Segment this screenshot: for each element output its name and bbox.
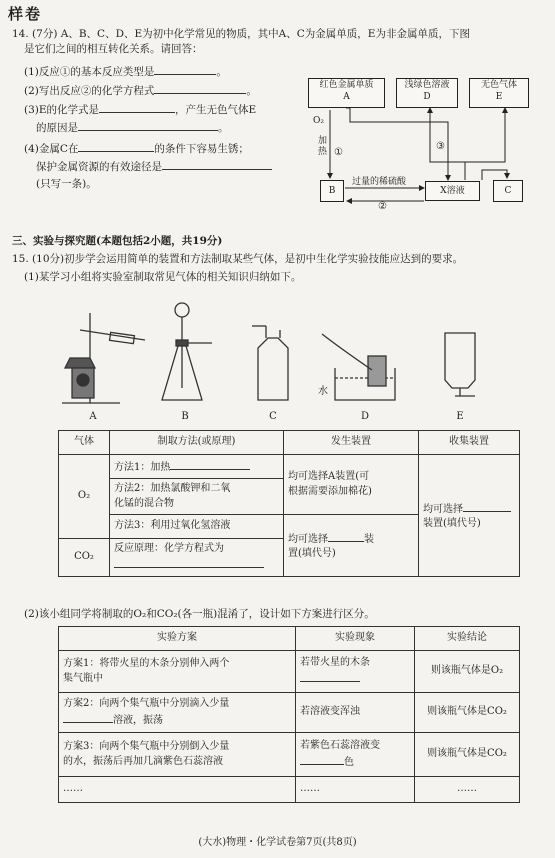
plan1-line2: 集气瓶中 bbox=[63, 672, 103, 684]
label-reaction2: ② bbox=[378, 201, 387, 212]
box-d-label: 浅绿色溶液 bbox=[404, 80, 450, 90]
table2-header-row bbox=[59, 627, 520, 651]
label-acid: 过量的稀硫酸 bbox=[352, 177, 407, 187]
q15-stem: 15. (10分)初步学会运用简单的装置和方法制取某些气体，是初中生化学实验技能应达到的要求。 bbox=[12, 253, 464, 265]
section-3-title: 三、实验与探究题(本题包括2小题，共19分) bbox=[12, 235, 223, 247]
q14-sub2-period: 。 bbox=[246, 85, 257, 97]
obs1-text: 若带火星的木条 bbox=[300, 656, 370, 668]
method1-text: 方法1：加热 bbox=[114, 461, 171, 473]
box-c: C bbox=[493, 180, 523, 202]
table1-header-method: 制取方法(或原理) bbox=[110, 431, 284, 455]
cell-method3: 方法3：利用过氧化氢溶液 bbox=[110, 515, 284, 539]
table1-header-generator: 发生装置 bbox=[284, 431, 419, 455]
obs1-blank[interactable] bbox=[300, 670, 360, 682]
plan3-line1: 方案3：向两个集气瓶中分别倒入少量 bbox=[63, 741, 230, 752]
apparatus-label-d: D bbox=[360, 411, 370, 422]
cell-method1 bbox=[110, 455, 284, 479]
co2-method-text: 反应原理：化学方程式为 bbox=[114, 542, 224, 554]
generator-co2-text1: 均可选择 bbox=[288, 533, 328, 545]
box-e-letter: E bbox=[495, 92, 503, 102]
plan2-text2: 溶液，振荡 bbox=[113, 715, 163, 726]
table-row bbox=[59, 733, 520, 777]
q14-sub1-text: (1)反应①的基本反应类型是 bbox=[24, 66, 155, 78]
obs3-line2 bbox=[300, 753, 410, 771]
generator-co2-blank[interactable] bbox=[328, 530, 364, 542]
gas-distinguish-table bbox=[58, 626, 520, 803]
q14-stem-line2: 是它们之间的相互转化关系。请回答： bbox=[24, 43, 203, 55]
box-b: B bbox=[320, 180, 344, 202]
q15-part1: (1)某学习小组将实验室制取常见气体的相关知识归纳如下。 bbox=[24, 271, 302, 283]
collector-text1: 均可选择 bbox=[423, 503, 463, 515]
cell-generator-o2 bbox=[284, 455, 419, 515]
q14-sub3-period: 。 bbox=[218, 122, 229, 134]
apparatus-label-b: B bbox=[181, 411, 189, 422]
table2-header-plan: 实验方案 bbox=[59, 627, 296, 651]
obs1-cell bbox=[296, 651, 415, 693]
apparatus-d-water-label: 水 bbox=[318, 386, 328, 397]
obs3-text2: 色 bbox=[344, 757, 354, 768]
box-a bbox=[308, 78, 385, 108]
con2-cell: 则该瓶气体是CO₂ bbox=[415, 693, 520, 733]
method2-line2: 化锰的混合物 bbox=[114, 497, 174, 509]
plan2-cell bbox=[59, 693, 296, 733]
collector-line1 bbox=[423, 500, 515, 518]
table2-header-conclusion: 实验结论 bbox=[415, 627, 520, 651]
q14-sub4-line3: (只写一条)。 bbox=[36, 178, 97, 190]
co2-equation-blank[interactable] bbox=[114, 556, 264, 568]
q14-sub3-text-b: ，产生无色气体E bbox=[175, 104, 257, 116]
generator-co2-line1 bbox=[288, 530, 414, 548]
collector-line2: 装置(填代号) bbox=[423, 518, 481, 529]
plan2-line2 bbox=[63, 711, 291, 729]
q14-sub4-text-a: (4)金属C在 bbox=[24, 143, 79, 155]
box-a-letter: A bbox=[343, 92, 350, 102]
generator-o2-line1: 均可选择A装置(可 bbox=[288, 471, 370, 482]
cell-generator-co2 bbox=[284, 515, 419, 577]
con4-cell: …… bbox=[415, 777, 520, 803]
obs3-blank[interactable] bbox=[300, 753, 344, 765]
gas-preparation-table bbox=[58, 430, 520, 577]
plan2-blank[interactable] bbox=[63, 711, 113, 723]
q14-sub3-text-a: (3)E的化学式是 bbox=[24, 104, 100, 116]
apparatus-drawings bbox=[0, 288, 555, 428]
plan4-cell: …… bbox=[59, 777, 296, 803]
box-a-label: 红色金属单质 bbox=[319, 80, 374, 90]
apparatus-label-c: C bbox=[269, 411, 277, 422]
con3-cell: 则该瓶气体是CO₂ bbox=[415, 733, 520, 777]
cell-collector bbox=[419, 455, 520, 577]
cell-method2 bbox=[110, 479, 284, 515]
page-footer: (大水)物理・化学试卷第7页(共8页) bbox=[198, 837, 357, 848]
plan3-line2: 的水，振荡后再加几滴紫色石蕊溶液 bbox=[63, 755, 223, 767]
table1-header-row bbox=[59, 431, 520, 455]
q14-sub4-text-b: 的条件下容易生锈； bbox=[154, 143, 249, 155]
cell-o2: O₂ bbox=[59, 455, 110, 539]
con1-cell: 则该瓶气体是O₂ bbox=[415, 651, 520, 693]
label-reaction1: ① bbox=[334, 147, 343, 158]
obs2-cell: 若溶液变浑浊 bbox=[296, 693, 415, 733]
table-row bbox=[59, 777, 520, 803]
table-row bbox=[59, 693, 520, 733]
collector-blank[interactable] bbox=[463, 500, 511, 512]
generator-co2-line2: 置(填代号) bbox=[288, 548, 336, 559]
apparatus-label-e: E bbox=[456, 411, 464, 422]
q14-sub1-period: 。 bbox=[216, 66, 227, 78]
generator-co2-text2: 装 bbox=[364, 533, 374, 545]
q14-stem-line1: 14. (7分) A、B、C、D、E为初中化学常见的物质，其中A、C为金属单质，E为非金属单质，下图 bbox=[12, 28, 470, 40]
table-row bbox=[59, 455, 520, 479]
obs3-cell bbox=[296, 733, 415, 777]
table1-header-collector: 收集装置 bbox=[419, 431, 520, 455]
table1-header-gas: 气体 bbox=[59, 431, 110, 455]
label-heat: 加热 bbox=[318, 136, 328, 157]
obs4-cell: …… bbox=[296, 777, 415, 803]
box-d-letter: D bbox=[423, 92, 431, 102]
obs3-line1: 若紫色石蕊溶液变 bbox=[300, 739, 380, 751]
label-o2: O₂ bbox=[313, 116, 324, 126]
box-e-label: 无色气体 bbox=[480, 80, 517, 90]
cell-co2-method bbox=[110, 539, 284, 577]
q14-sub2-text: (2)写出反应②的化学方程式 bbox=[24, 85, 155, 97]
table2-header-observation: 实验现象 bbox=[296, 627, 415, 651]
table-row bbox=[59, 651, 520, 693]
box-e bbox=[469, 78, 529, 108]
method1-blank[interactable] bbox=[170, 458, 250, 470]
apparatus-label-a: A bbox=[89, 411, 97, 422]
plan1-line1: 方案1：将带火星的木条分别伸入两个 bbox=[63, 658, 230, 669]
plan3-cell bbox=[59, 733, 296, 777]
plan1-cell bbox=[59, 651, 296, 693]
q14-sub4-text-c: 保护金属资源的有效途径是 bbox=[36, 161, 162, 173]
sample-label: 样卷 bbox=[8, 5, 43, 23]
cell-co2: CO₂ bbox=[59, 539, 110, 577]
generator-o2-line2: 根据需要添加棉花) bbox=[288, 485, 372, 497]
box-d bbox=[396, 78, 458, 108]
box-x: X溶液 bbox=[425, 181, 480, 201]
q14-sub3-text-c: 的原因是 bbox=[36, 122, 78, 134]
label-reaction3: ③ bbox=[436, 141, 445, 152]
method2-line1: 方法2：加热氯酸钾和二氧 bbox=[114, 483, 231, 494]
plan2-line1: 方案2：向两个集气瓶中分别滴入少量 bbox=[63, 697, 230, 709]
q15-part2: (2)该小组同学将制取的O₂和CO₂(各一瓶)混淆了，设计如下方案进行区分。 bbox=[24, 608, 375, 620]
